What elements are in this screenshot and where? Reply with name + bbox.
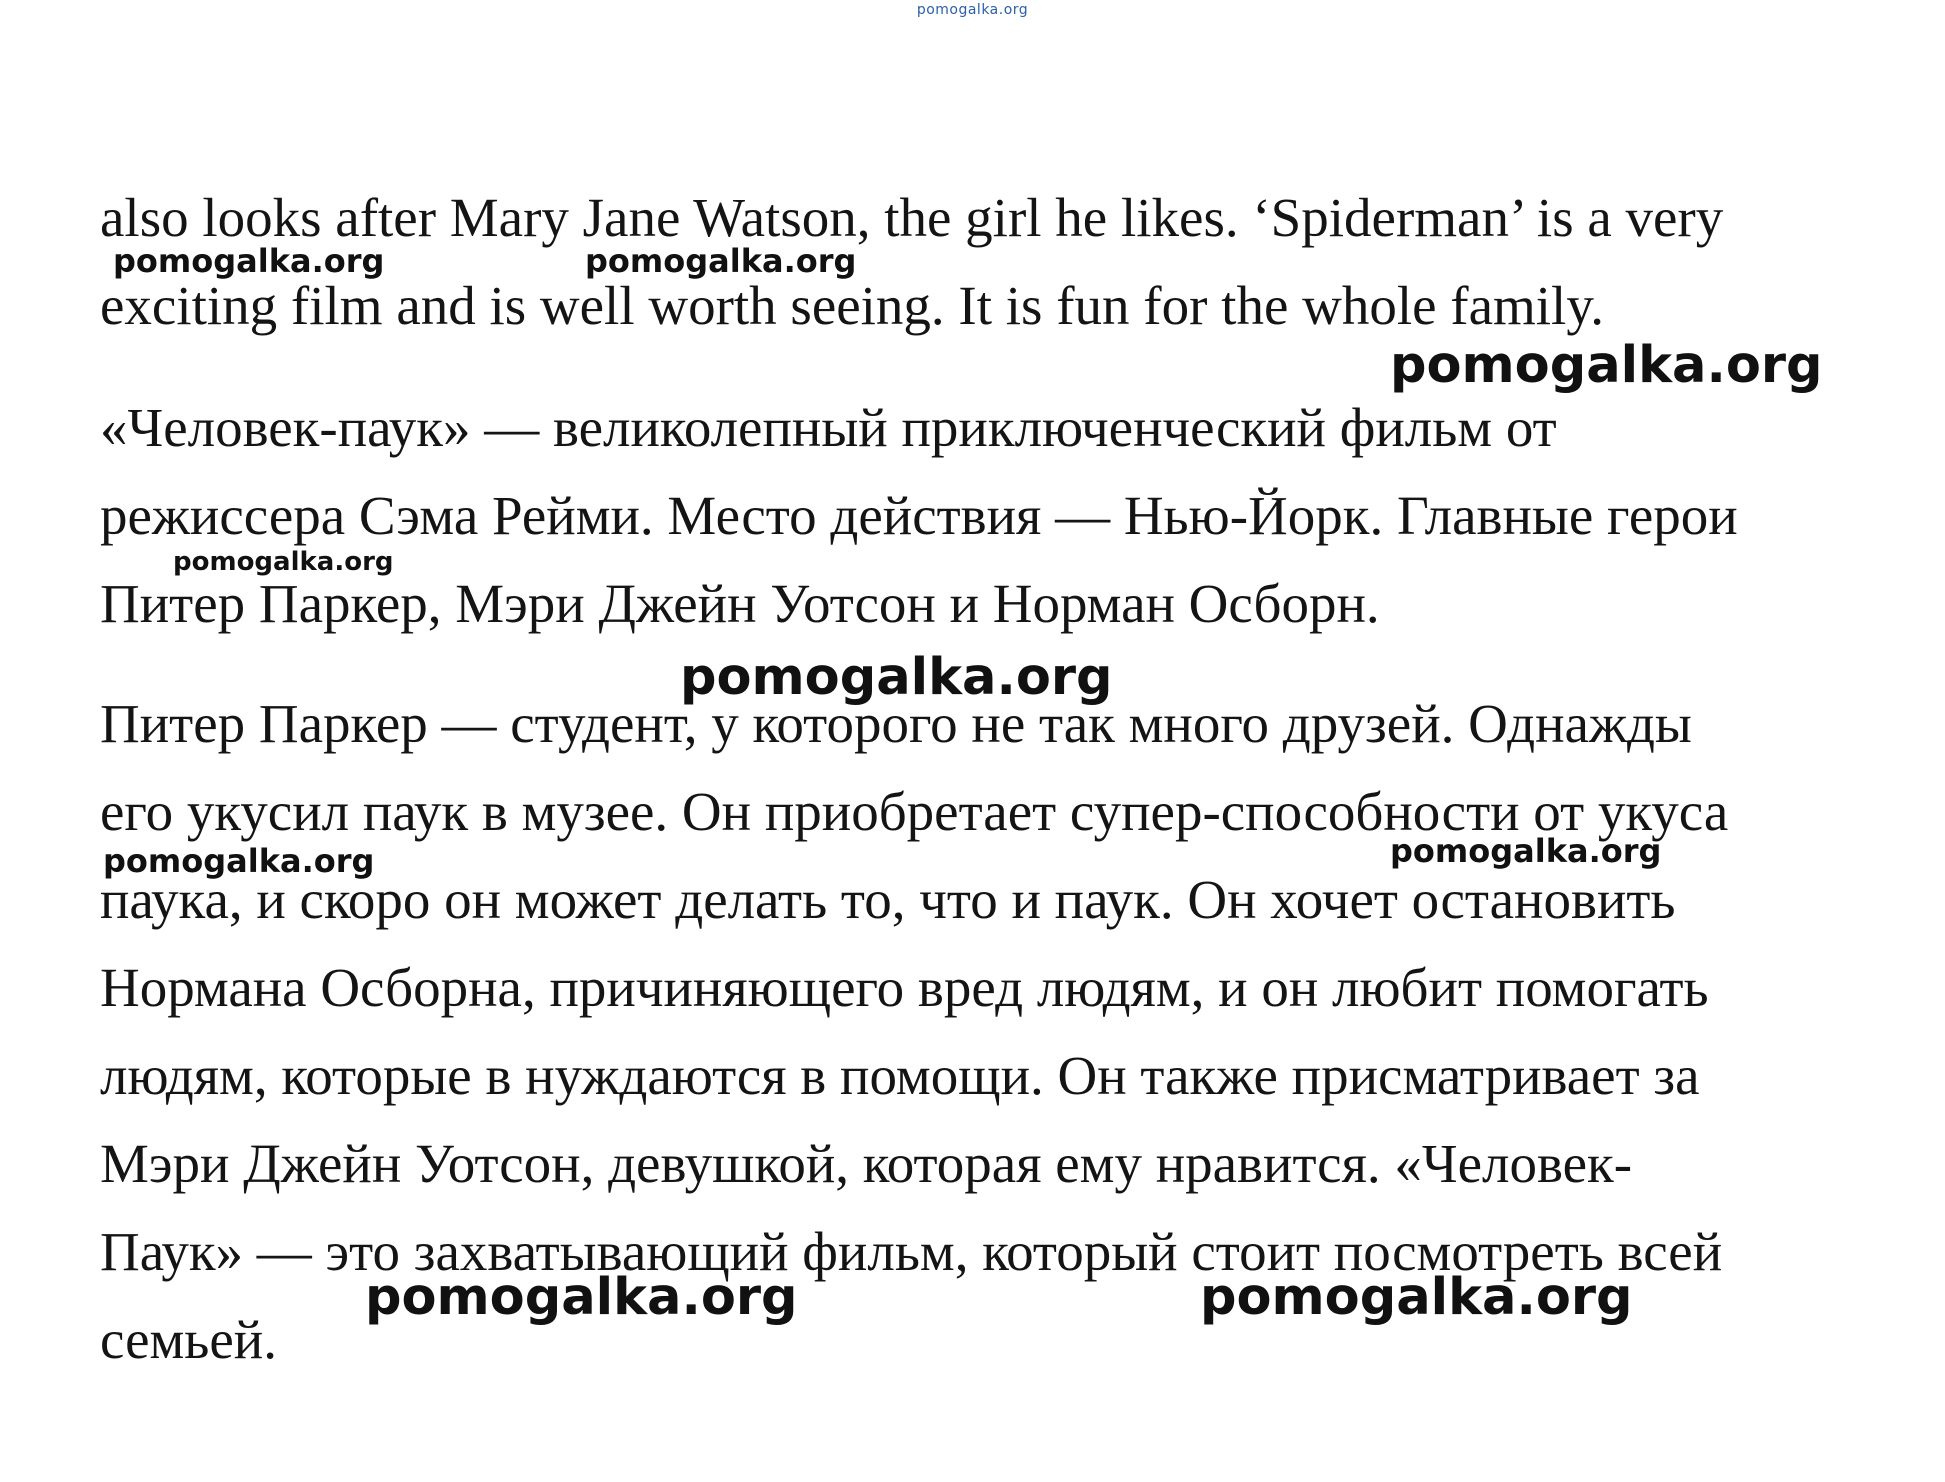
russian-p2-line-8: семьей.: [100, 1309, 277, 1370]
russian-p2-line-6: Мэри Джейн Уотсон, девушкой, которая ему нравится. «Человек-: [100, 1133, 1633, 1194]
watermark: pomogalka.org: [585, 242, 857, 280]
russian-p2-line-7: Паук» — это захватывающий фильм, который стоит посмотреть всей: [100, 1221, 1723, 1282]
site-watermark-header: pomogalka.org: [916, 2, 1029, 18]
russian-p1-line-1: «Человек-паук» — великолепный приключенческий фильм от: [100, 397, 1557, 458]
russian-p2-line-3: паука, и скоро он может делать то, что и паук. Он хочет остановить: [100, 869, 1676, 930]
russian-p1-line-2: режиссера Сэма Рейми. Место действия — Нью-Йорк. Главные герои: [100, 485, 1738, 546]
russian-p1-line-3: Питер Паркер, Мэри Джейн Уотсон и Норман Осборн.: [100, 573, 1380, 634]
english-line-1: also looks after Mary Jane Watson, the girl he likes. ‘Spiderman’ is a very: [100, 187, 1724, 248]
watermark: pomogalka.org: [680, 648, 1113, 707]
watermark: pomogalka.org: [365, 1268, 798, 1327]
watermark: pomogalka.org: [173, 547, 394, 577]
english-line-2: exciting film and is well worth seeing. It is fun for the whole family.: [100, 275, 1605, 336]
russian-p2-line-2: его укусил паук в музее. Он приобретает супер-способности от укуса: [100, 781, 1729, 842]
russian-p2-line-1: Питер Паркер — студент, у которого не так много друзей. Однажды: [100, 693, 1692, 754]
watermark: pomogalka.org: [1390, 832, 1662, 870]
russian-p2-line-4: Нормана Осборна, причиняющего вред людям, и он любит помогать: [100, 957, 1709, 1018]
russian-p2-line-5: людям, которые в нуждаются в помощи. Он также присматривает за: [100, 1045, 1700, 1106]
watermark: pomogalka.org: [1390, 336, 1823, 395]
watermark: pomogalka.org: [113, 242, 385, 280]
watermark: pomogalka.org: [103, 842, 375, 880]
watermark: pomogalka.org: [1200, 1268, 1633, 1327]
